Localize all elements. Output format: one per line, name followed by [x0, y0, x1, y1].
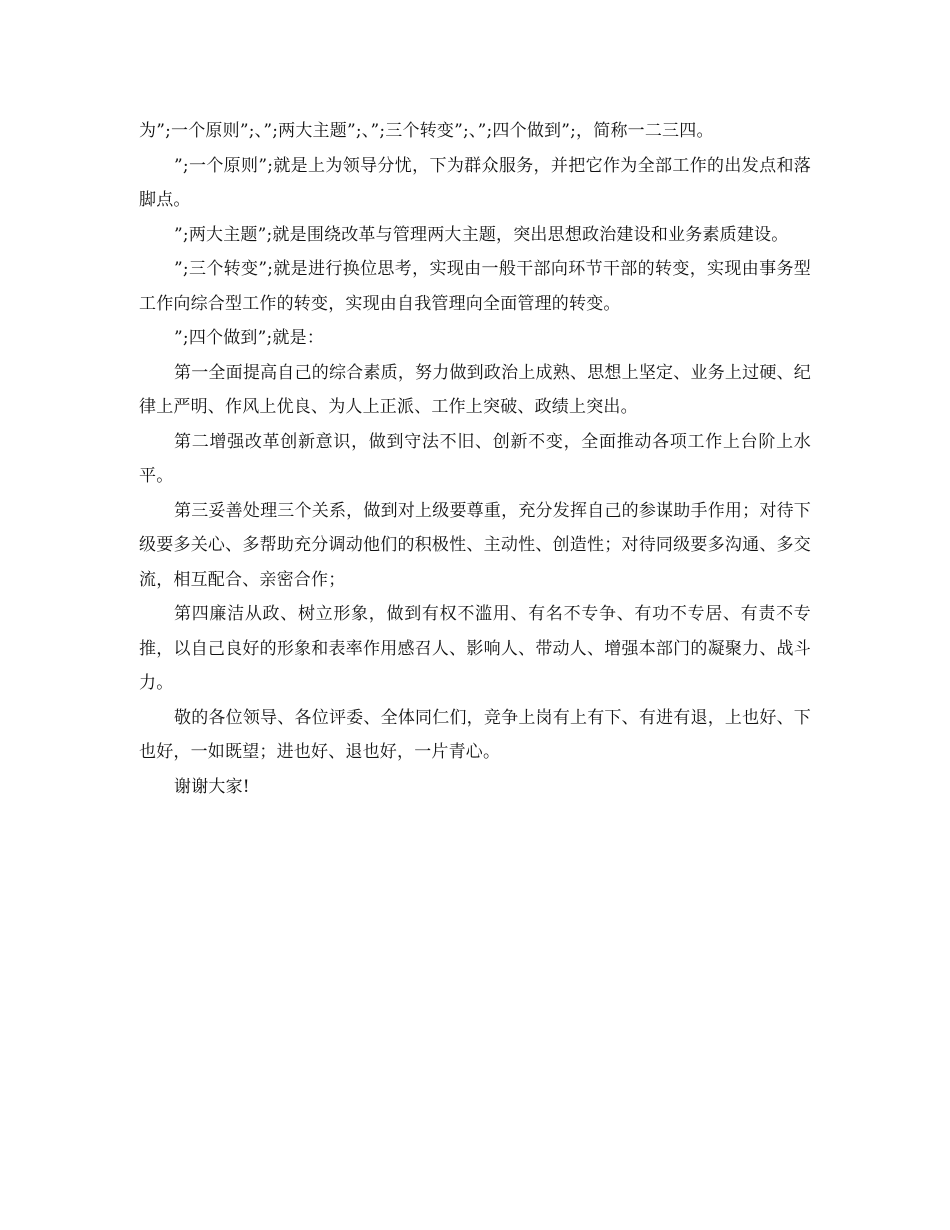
paragraph-two-themes: ”;两大主题”;就是围绕改革与管理两大主题，突出思想政治建设和业务素质建设。: [174, 224, 789, 245]
document-body: [139, 114, 811, 804]
paragraph-one-principle: ”;一个原则”;就是上为领导分忧，下为群众服务，并把它作为全部工作的出发点和落脚点。: [139, 155, 811, 210]
paragraph-third-point: 第三妥善处理三个关系，做到对上级要尊重，充分发挥自己的参谋助手作用；对待下级要多关心、多帮助充分调动他们的积极性、主动性、创造性；对待同级要多沟通、多交流，相互配合、亲密合作；: [139, 500, 811, 590]
paragraph-first-point: 第一全面提高自己的综合素质，努力做到政治上成熟、思想上坚定、业务上过硬、纪律上严明、作风上优良、为人上正派、工作上突破、政绩上突出。: [139, 362, 811, 417]
paragraph-four-achievements-intro: ”;四个做到”;就是：: [174, 328, 325, 348]
paragraph-second-point: 第二增强改革创新意识，做到守法不旧、创新不变，全面推动各项工作上台阶上水平。: [139, 431, 811, 486]
paragraph-closing: 敬的各位领导、各位评委、全体同仁们，竞争上岗有上有下、有进有退，上也好、下也好，一如既望；进也好、退也好，一片青心。: [139, 707, 811, 762]
paragraph-thanks: 谢谢大家!: [174, 776, 250, 797]
paragraph-continuation: 为”;一个原则”;、”;两大主题”;、”;三个转变”;、”;四个做到”;，简称一二三四。: [139, 121, 714, 141]
paragraph-three-changes: ”;三个转变”;就是进行换位思考，实现由一般干部向环节干部的转变，实现由事务型工作向综合型工作的转变，实现由自我管理向全面管理的转变。: [139, 259, 811, 314]
paragraph-fourth-point: 第四廉洁从政、树立形象，做到有权不滥用、有名不专争、有功不专居、有责不专推，以自己良好的形象和表率作用感召人、影响人、带动人、增强本部门的凝聚力、战斗力。: [139, 604, 811, 693]
